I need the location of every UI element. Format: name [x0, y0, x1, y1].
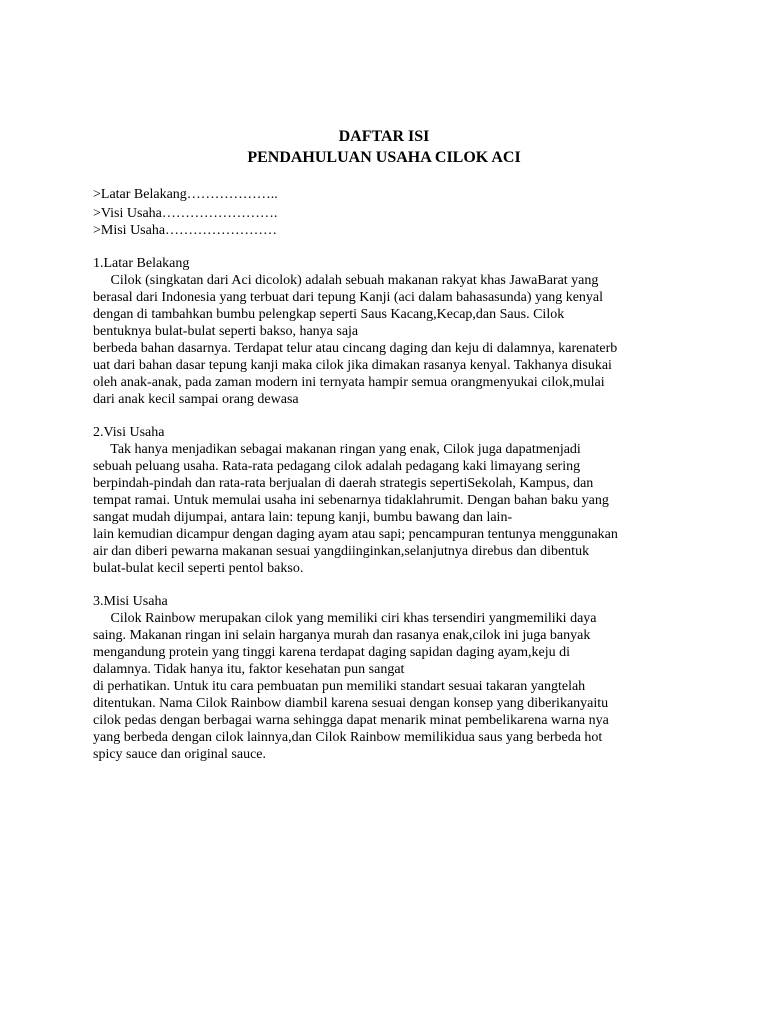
- toc-item-latar-belakang: >Latar Belakang………………..: [93, 187, 278, 202]
- paragraph-line: oleh anak-anak, pada zaman modern ini ternyata hampir semua orangmenyukai cilok,mulai: [93, 375, 605, 390]
- paragraph-line: mengandung protein yang tinggi karena terdapat daging sapidan daging ayam,keju di: [93, 645, 571, 660]
- paragraph-line: dari anak kecil sampai orang dewasa: [93, 392, 299, 407]
- section-heading-misi-usaha: 3.Misi Usaha: [93, 594, 168, 609]
- paragraph-line: berasal dari Indonesia yang terbuat dari tepung Kanji (aci dalam bahasasunda) yang kenyal: [93, 290, 604, 305]
- paragraph-line: uat dari bahan dasar tepung kanji maka cilok jika dimakan rasanya kenyal. Takhanya disukai: [93, 358, 612, 373]
- paragraph-line: cilok pedas dengan berbagai warna sehingga dapat menarik minat pembelikarena warna nya: [93, 713, 609, 728]
- paragraph-line: sebuah peluang usaha. Rata-rata pedagang cilok adalah pedagang kaki limayang sering: [93, 459, 581, 474]
- paragraph-line: yang berbeda dengan cilok lainnya,dan Cilok Rainbow memilikidua saus yang berbeda hot: [93, 730, 603, 745]
- paragraph-line: lain kemudian dicampur dengan daging ayam atau sapi; pencampuran tentunya menggunakan: [93, 527, 618, 542]
- paragraph-line: saing. Makanan ringan ini selain harganya murah dan rasanya enak,cilok ini juga banyak: [93, 628, 591, 643]
- paragraph-line: sangat mudah dijumpai, antara lain: tepung kanji, bumbu bawang dan lain-: [93, 510, 513, 525]
- paragraph-line: tempat ramai. Untuk memulai usaha ini sebenarnya tidaklahrumit. Dengan bahan baku yang: [93, 493, 609, 508]
- paragraph-line: spicy sauce dan original sauce.: [93, 747, 266, 762]
- document-title: DAFTAR ISI: [338, 128, 430, 145]
- section-heading-visi-usaha: 2.Visi Usaha: [93, 425, 165, 440]
- paragraph-line: dalamnya. Tidak hanya itu, faktor kesehatan pun sangat: [93, 662, 405, 677]
- toc-item-visi-usaha: >Visi Usaha…………………….: [93, 206, 278, 221]
- paragraph-line: Cilok (singkatan dari Aci dicolok) adalah sebuah makanan rakyat khas JawaBarat yang: [93, 273, 599, 288]
- section-heading-latar-belakang: 1.Latar Belakang: [93, 256, 190, 271]
- toc-item-misi-usaha: >Misi Usaha……………………: [93, 223, 278, 238]
- paragraph-line: ditentukan. Nama Cilok Rainbow diambil karena sesuai dengan konsep yang diberikanyaitu: [93, 696, 609, 711]
- paragraph-line: di perhatikan. Untuk itu cara pembuatan pun memiliki standart sesuai takaran yangtelah: [93, 679, 586, 694]
- paragraph-line: berpindah-pindah dan rata-rata berjualan di daerah strategis sepertiSekolah, Kampus, dan: [93, 476, 594, 491]
- paragraph-line: berbeda bahan dasarnya. Terdapat telur atau cincang daging dan keju di dalamnya, karenaterb: [93, 341, 618, 356]
- document-subtitle: PENDAHULUAN USAHA CILOK ACI: [247, 149, 521, 166]
- paragraph-line: dengan di tambahkan bumbu pelengkap seperti Saus Kacang,Kecap,dan Saus. Cilok: [93, 307, 565, 322]
- paragraph-line: bentuknya bulat-bulat seperti bakso, hanya saja: [93, 324, 359, 339]
- paragraph-line: Cilok Rainbow merupakan cilok yang memiliki ciri khas tersendiri yangmemiliki daya: [93, 611, 597, 626]
- title-block: [0, 126, 768, 168]
- paragraph-line: air dan diberi pewarna makanan sesuai yangdiinginkan,selanjutnya direbus dan dibentuk: [93, 544, 590, 559]
- paragraph-line: Tak hanya menjadikan sebagai makanan ringan yang enak, Cilok juga dapatmenjadi: [93, 442, 581, 457]
- paragraph-line: bulat-bulat kecil seperti pentol bakso.: [93, 561, 304, 576]
